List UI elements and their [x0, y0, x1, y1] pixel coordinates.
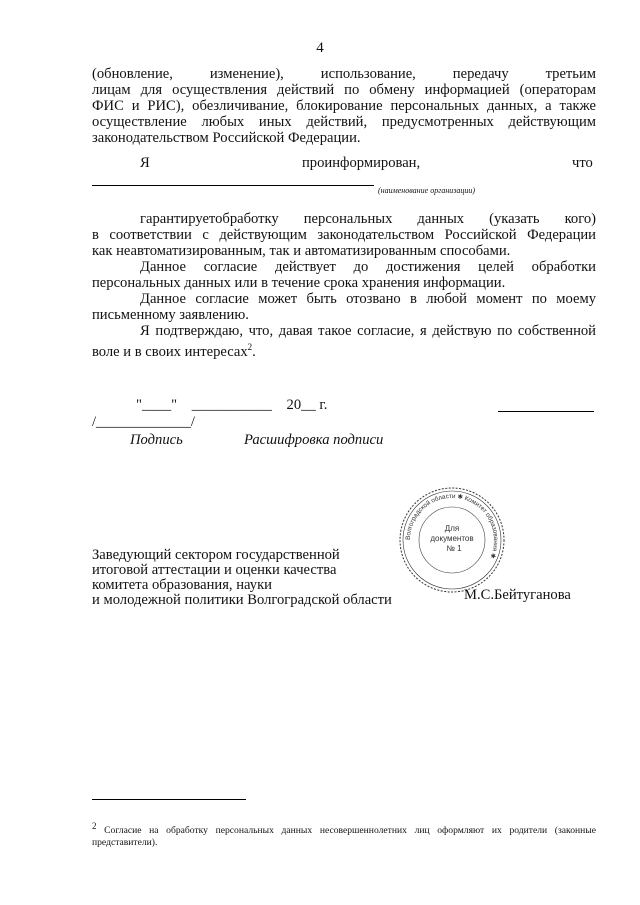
footnote [92, 820, 596, 849]
text-line: законодательством Российской Федерации. [92, 130, 361, 146]
informed-word-2: проинформирован, [302, 155, 421, 171]
text-line: письменному заявлению. [92, 307, 249, 323]
paragraph-validity [92, 259, 596, 291]
signature-date: "____" ___________ 20__ г. [136, 397, 328, 413]
text-line: осуществление любых иных действий, предусмотренных действующим [92, 114, 596, 130]
signature-line [498, 411, 594, 412]
informed-word-3: что [572, 155, 593, 171]
signature-decoding-caption: Расшифровка подписи [244, 432, 384, 448]
paragraph-confirmation [92, 323, 596, 360]
organization-name-line [92, 185, 374, 186]
footnote-text: Согласие на обработку персональных данных несовершеннолетних лиц оформляют их родители (законные представители). [92, 825, 596, 849]
official-name: М.С.Бейтуганова [464, 587, 571, 603]
official-position [92, 548, 392, 608]
signature-caption: Подпись [130, 432, 183, 448]
official-position-line: и молодежной политики Волгоградской области [92, 592, 392, 608]
official-stamp [398, 486, 506, 594]
text-line: Я подтверждаю, что, давая такое согласие, я действую по собственной [140, 323, 596, 339]
text-line: в соответствии с действующим законодательством Российской Федерации [92, 227, 596, 243]
paragraph-revocation [92, 291, 596, 323]
official-position-line: Заведующий сектором государственной [92, 547, 340, 563]
stamp-center-text: документов [430, 534, 474, 543]
organization-name-caption: (наименование организации) [378, 186, 476, 195]
footnote-separator [92, 799, 246, 800]
text-fragment: . [252, 343, 256, 360]
footnote-mark: 2 [92, 821, 97, 831]
text-line: как неавтоматизированным, так и автоматизированным способами. [92, 243, 511, 259]
paragraph-guarantee [92, 211, 596, 259]
text-line: лицам для осуществления действий по обмену информацией (операторам [92, 82, 596, 98]
text-line: Данное согласие действует до достижения целей обработки [140, 259, 596, 275]
text-line: гарантируетобработку персональных данных (указать кого) [140, 211, 596, 227]
stamp-ring-text: Волгоградской области ✱ Комитет образования ✱ [404, 492, 500, 560]
text-line: (обновление, изменение), использование, передачу третьим [92, 66, 596, 82]
official-position-line: комитета образования, науки [92, 577, 272, 593]
paragraph-processing-actions [92, 66, 596, 146]
stamp-center-text: № 1 [446, 544, 462, 553]
informed-word-1: Я [140, 155, 150, 171]
stamp-center-text: Для [444, 524, 460, 533]
text-line [92, 339, 596, 360]
text-line: персональных данных или в течение срока хранения информации. [92, 275, 506, 291]
footnote-reference: 2 [247, 342, 253, 352]
text-fragment: воле и в своих интересах [92, 343, 248, 360]
official-position-line: итоговой аттестации и оценки качества [92, 562, 337, 578]
page-number: 4 [316, 40, 324, 56]
text-line: ФИС и РИС), обезличивание, блокирование персональных данных, а также [92, 98, 596, 114]
signature-decoding-line: /_____________/ [92, 414, 195, 430]
text-line: Данное согласие может быть отозвано в любой момент по моему [140, 291, 596, 307]
